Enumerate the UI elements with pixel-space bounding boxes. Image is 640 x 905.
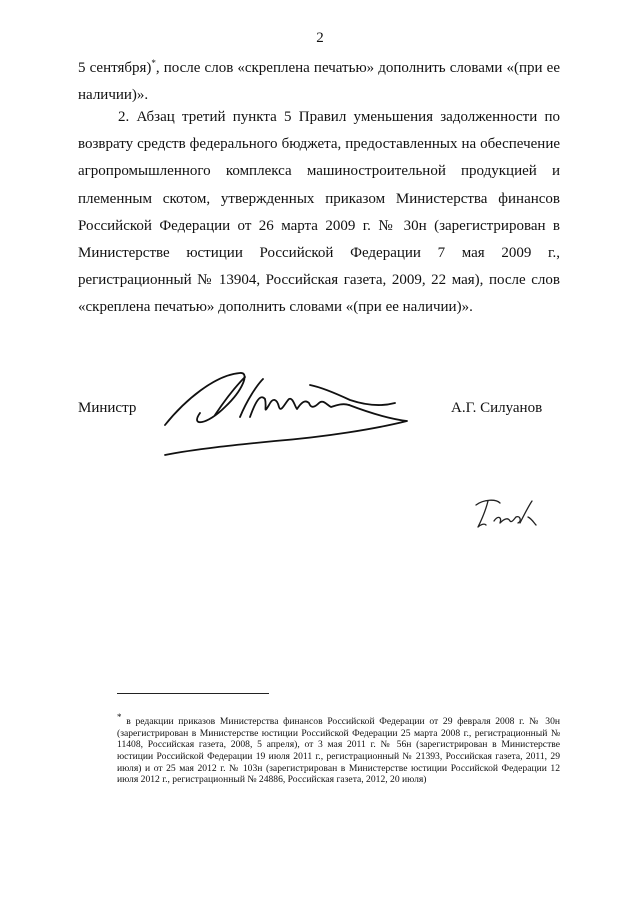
paragraph-1-end: , после слов «скреплена печатью» дополнить словами «(при ее наличии)». xyxy=(78,60,560,104)
footnote-text: в редакции приказов Министерства финансов Российской Федерации от 29 февраля 2008 г. № 30н (зарегистрирован в Министерстве юстиции Российской Федерации 25 марта 2008 г., регистрационный № 11408, Российская газета, 2008, 5 апреля), от 3 мая 2011 г. № 56н (зарегистрирован в Министерстве юстиции Российской Федерации 19 июля 2011 г., регистрационный № 21393, Российская газета, 2011, 29 июля) и от 25 мая 2012 г. № 103н (зарегистрирован в Министерстве юстиции Российской Федерации 12 июля 2012 г., регистрационный № 24886, Российская газета, 2012, 20 июля) xyxy=(117,716,560,786)
footnote-separator xyxy=(117,693,269,694)
footnote-reference-mark: * xyxy=(151,58,156,68)
footnote xyxy=(117,712,560,786)
paragraph-1-start: 5 сентября) xyxy=(78,60,152,76)
handwritten-signature xyxy=(145,355,415,465)
handwritten-initials xyxy=(470,495,540,535)
signatory-name: А.Г. Силуанов xyxy=(451,400,543,416)
signatory-title: Министр xyxy=(78,400,137,416)
page-number: 2 xyxy=(316,30,324,46)
footnote-mark: * xyxy=(117,712,122,722)
paragraph-2: 2. Абзац третий пункта 5 Правил уменьшения задолженности по возврату средств федерального бюджета, предоставленных на обеспечение агропромышленного комплекса машиностроительной продукцией и племенным скотом, утвержденных приказом Министерства финансов Российской Федерации от 26 марта 2009 г. № 30н (зарегистрирован в Министерстве юстиции Российской Федерации 7 мая 2009 г., регистрационный № 13904, Российская газета, 2009, 22 мая), после слов «скреплена печатью» дополнить словами «(при ее наличии)». xyxy=(78,109,560,316)
paragraph-1 xyxy=(78,50,560,109)
